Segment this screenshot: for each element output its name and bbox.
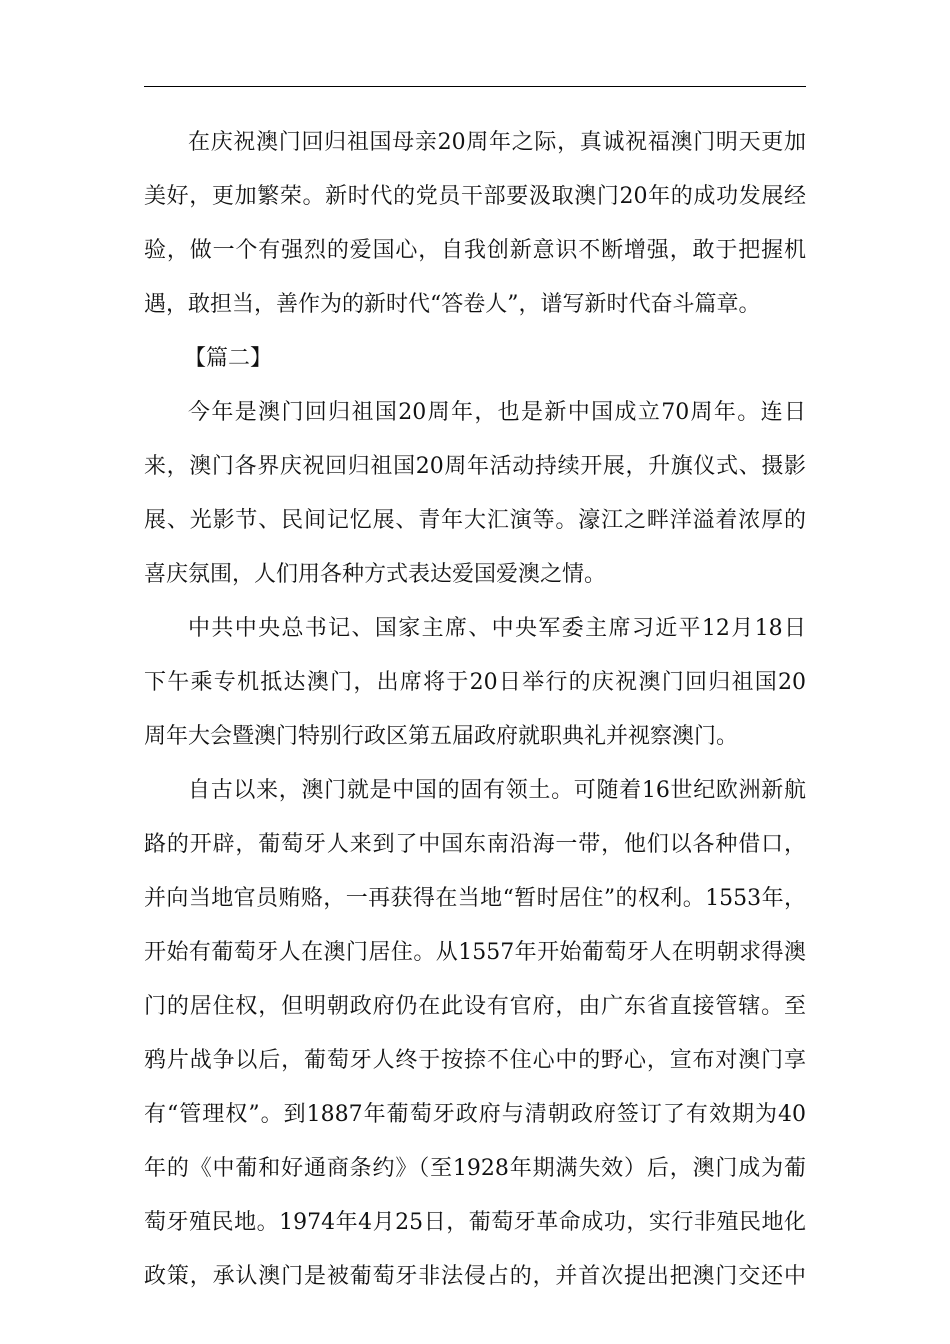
paragraph-line: 验，做一个有强烈的爱国心，自我创新意识不断增强，敢于把握机 — [144, 238, 806, 263]
paragraph-line: 今年是澳门回归祖国20周年，也是新中国成立70周年。连日 — [188, 400, 806, 425]
paragraph-line: 下午乘专机抵达澳门，出席将于20日举行的庆祝澳门回归祖国20 — [144, 670, 806, 695]
paragraph-line: 周年大会暨澳门特别行政区第五届政府就职典礼并视察澳门。 — [144, 724, 739, 749]
paragraph-line: 来，澳门各界庆祝回归祖国20周年活动持续开展，升旗仪式、摄影 — [144, 454, 806, 479]
paragraph-line: 中共中央总书记、国家主席、中央军委主席习近平12月18日 — [188, 616, 806, 641]
body-paragraph — [144, 764, 806, 1304]
paragraph-line: 展、光影节、民间记忆展、青年大汇演等。濠江之畔洋溢着浓厚的 — [144, 508, 806, 533]
header-rule — [144, 86, 806, 87]
paragraph-line: 并向当地官员贿赂，一再获得在当地“暂时居住”的权利。1553年， — [144, 886, 806, 911]
body-paragraph — [144, 386, 806, 602]
paragraph-line: 开始有葡萄牙人在澳门居住。从1557年开始葡萄牙人在明朝求得澳 — [144, 940, 806, 965]
paragraph-line: 自古以来，澳门就是中国的固有领土。可随着16世纪欧洲新航 — [188, 778, 806, 803]
paragraph-line: 政策，承认澳门是被葡萄牙非法侵占的，并首次提出把澳门交还中 — [144, 1264, 806, 1289]
paragraph-line: 门的居住权，但明朝政府仍在此设有官府，由广东省直接管辖。至 — [144, 994, 806, 1019]
paragraph-line: 在庆祝澳门回归祖国母亲20周年之际，真诚祝福澳门明天更加 — [188, 130, 806, 155]
body-paragraph — [144, 116, 806, 332]
paragraph-line: 萄牙殖民地。1974年4月25日，葡萄牙革命成功，实行非殖民地化 — [144, 1210, 806, 1235]
paragraph-line: 有“管理权”。到1887年葡萄牙政府与清朝政府签订了有效期为40 — [144, 1102, 806, 1127]
paragraph-line: 年的《中葡和好通商条约》（至1928年期满失效）后，澳门成为葡 — [144, 1156, 806, 1181]
section-heading: 【篇二】 — [184, 346, 273, 371]
paragraph-line: 美好，更加繁荣。新时代的党员干部要汲取澳门20年的成功发展经 — [144, 184, 806, 209]
paragraph-line: 路的开辟，葡萄牙人来到了中国东南沿海一带，他们以各种借口， — [144, 832, 806, 857]
paragraph-line: 遇，敢担当，善作为的新时代“答卷人”，谱写新时代奋斗篇章。 — [144, 292, 761, 317]
document-body — [144, 116, 806, 1304]
body-paragraph — [144, 602, 806, 764]
paragraph-line: 喜庆氛围，人们用各种方式表达爱国爱澳之情。 — [144, 562, 607, 587]
paragraph-line: 鸦片战争以后，葡萄牙人终于按捺不住心中的野心，宣布对澳门享 — [144, 1048, 806, 1073]
